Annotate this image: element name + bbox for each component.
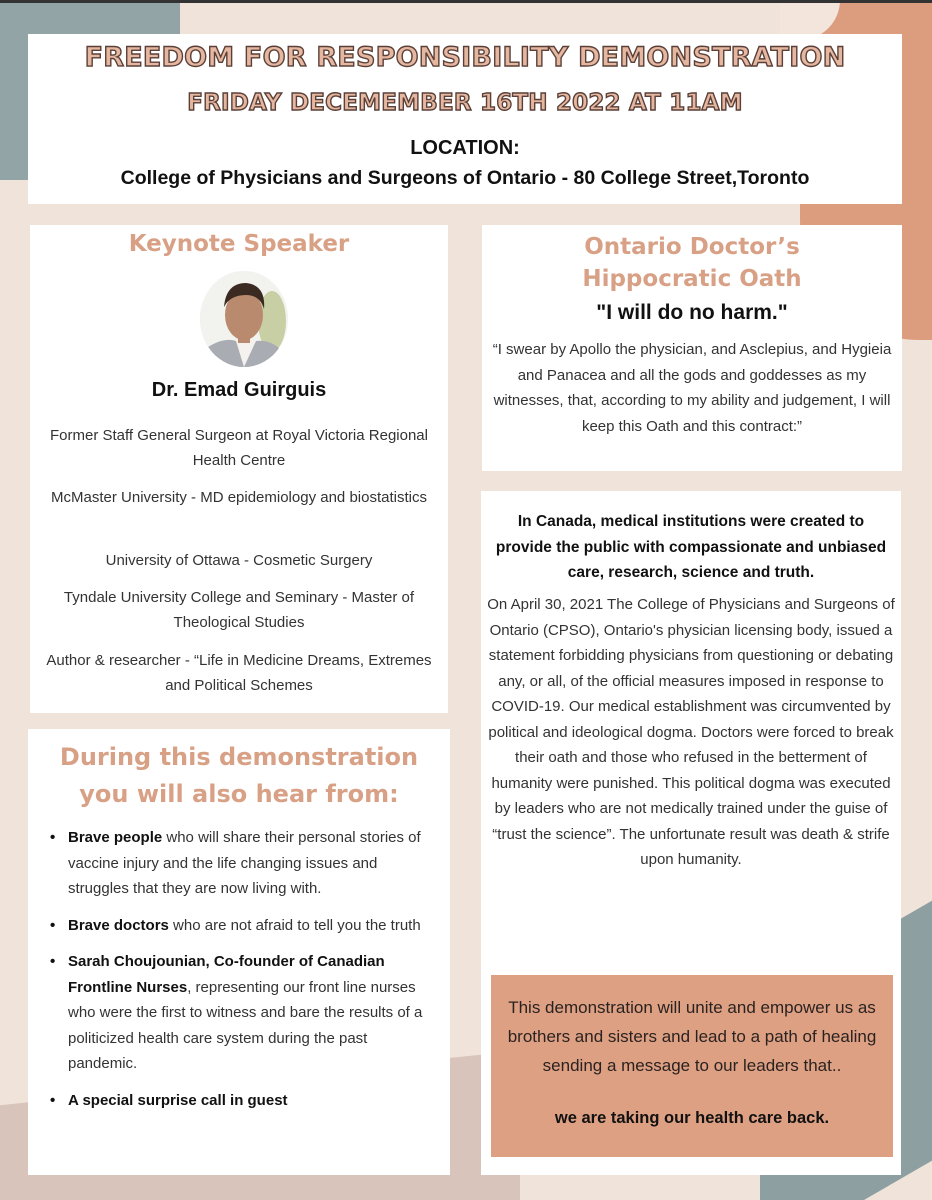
header-card xyxy=(28,34,902,204)
item-bold: Brave doctors xyxy=(68,916,169,934)
oath-motto: "I will do no harm." xyxy=(596,301,788,324)
item-bold: A special surprise call in guest xyxy=(68,1091,288,1109)
item-bold: Sarah Choujounian, Co-founder of Canadian Frontline Nurses xyxy=(68,953,385,996)
speaker-bullets xyxy=(68,825,438,1124)
avatar xyxy=(200,271,288,367)
keynote-card xyxy=(30,225,448,713)
keynote-heading: Keynote Speaker xyxy=(128,231,350,257)
callout-box xyxy=(491,975,893,1157)
speakers-list-card xyxy=(28,729,450,1175)
list-item xyxy=(68,913,438,939)
heading-line: you will also hear from: xyxy=(79,780,399,808)
location-label: LOCATION: xyxy=(410,137,520,159)
callout-bold: we are taking our health care back. xyxy=(554,1109,830,1127)
speakers-list-heading xyxy=(28,739,450,813)
speaker-name: Dr. Emad Guirguis xyxy=(151,379,327,401)
credential: Former Staff General Surgeon at Royal Victoria Regional Health Centre xyxy=(50,427,428,469)
list-item xyxy=(68,1088,438,1114)
heading-line: Ontario Doctor’s xyxy=(584,234,800,260)
credential: Tyndale University College and Seminary - Master of Theological Studies xyxy=(63,589,415,631)
heading-line: During this demonstration xyxy=(59,743,419,771)
statement-body: On April 30, 2021 The College of Physicians and Surgeons of Ontario (CPSO), Ontario's physician licensing body, issued a statement forbidding physicians from questioning or debating any, or all, of the official measures imposed in response to COVID-19. Our medical establishment was circumvented by political and ideological dogma. Doctors were forced to break their oath and those who refused in the betterment of humanity were punished. This political dogma was executed by leaders who are not medically trained under the guise of “trust the science”. The unfortunate result was death & strife upon humanity. xyxy=(487,596,895,868)
event-date: FRIDAY DECEMEMBER 16TH 2022 AT 11AM xyxy=(187,90,743,116)
credential: McMaster University - MD epidemiology and biostatistics xyxy=(51,489,427,506)
oath-heading xyxy=(482,231,902,295)
statement-card xyxy=(481,491,901,1175)
list-item xyxy=(68,825,438,902)
credential: University of Ottawa - Cosmetic Surgery xyxy=(105,552,373,569)
oath-card xyxy=(482,225,902,471)
event-title: FREEDOM FOR RESPONSIBILITY DEMONSTRATION xyxy=(84,42,846,73)
item-text: , representing our front line nurses who were the first to witness and bare the results of a politicized health care system during the past pandemic. xyxy=(68,978,423,1072)
callout-text: This demonstration will unite and empower us as brothers and sisters and lead to a path of healing sending a message to our leaders that.. xyxy=(507,998,877,1075)
location-value: College of Physicians and Surgeons of Ontario - 80 College Street,Toronto xyxy=(120,167,810,189)
oath-quote: “I swear by Apollo the physician, and Asclepius, and Hygieia and Panacea and all the gods and goddesses as my witnesses, that, according to my ability and judgement, I will keep this Oath and this contract:” xyxy=(492,341,892,435)
credential: Author & researcher - “Life in Medicine Dreams, Extremes and Political Schemes xyxy=(46,652,432,694)
item-text: who are not afraid to tell you the truth xyxy=(168,916,421,934)
top-edge xyxy=(0,0,932,3)
list-item xyxy=(68,949,438,1077)
item-bold: Brave people xyxy=(68,829,163,846)
speaker-photo-icon xyxy=(200,271,288,367)
statement-headline: In Canada, medical institutions were created to provide the public with compassionate and unbiased care, research, science and truth. xyxy=(495,513,887,581)
item-text: who will share their personal stories of vaccine injury and the life changing issues and struggles that they are now living with. xyxy=(68,829,421,897)
heading-line: Hippocratic Oath xyxy=(582,266,802,292)
